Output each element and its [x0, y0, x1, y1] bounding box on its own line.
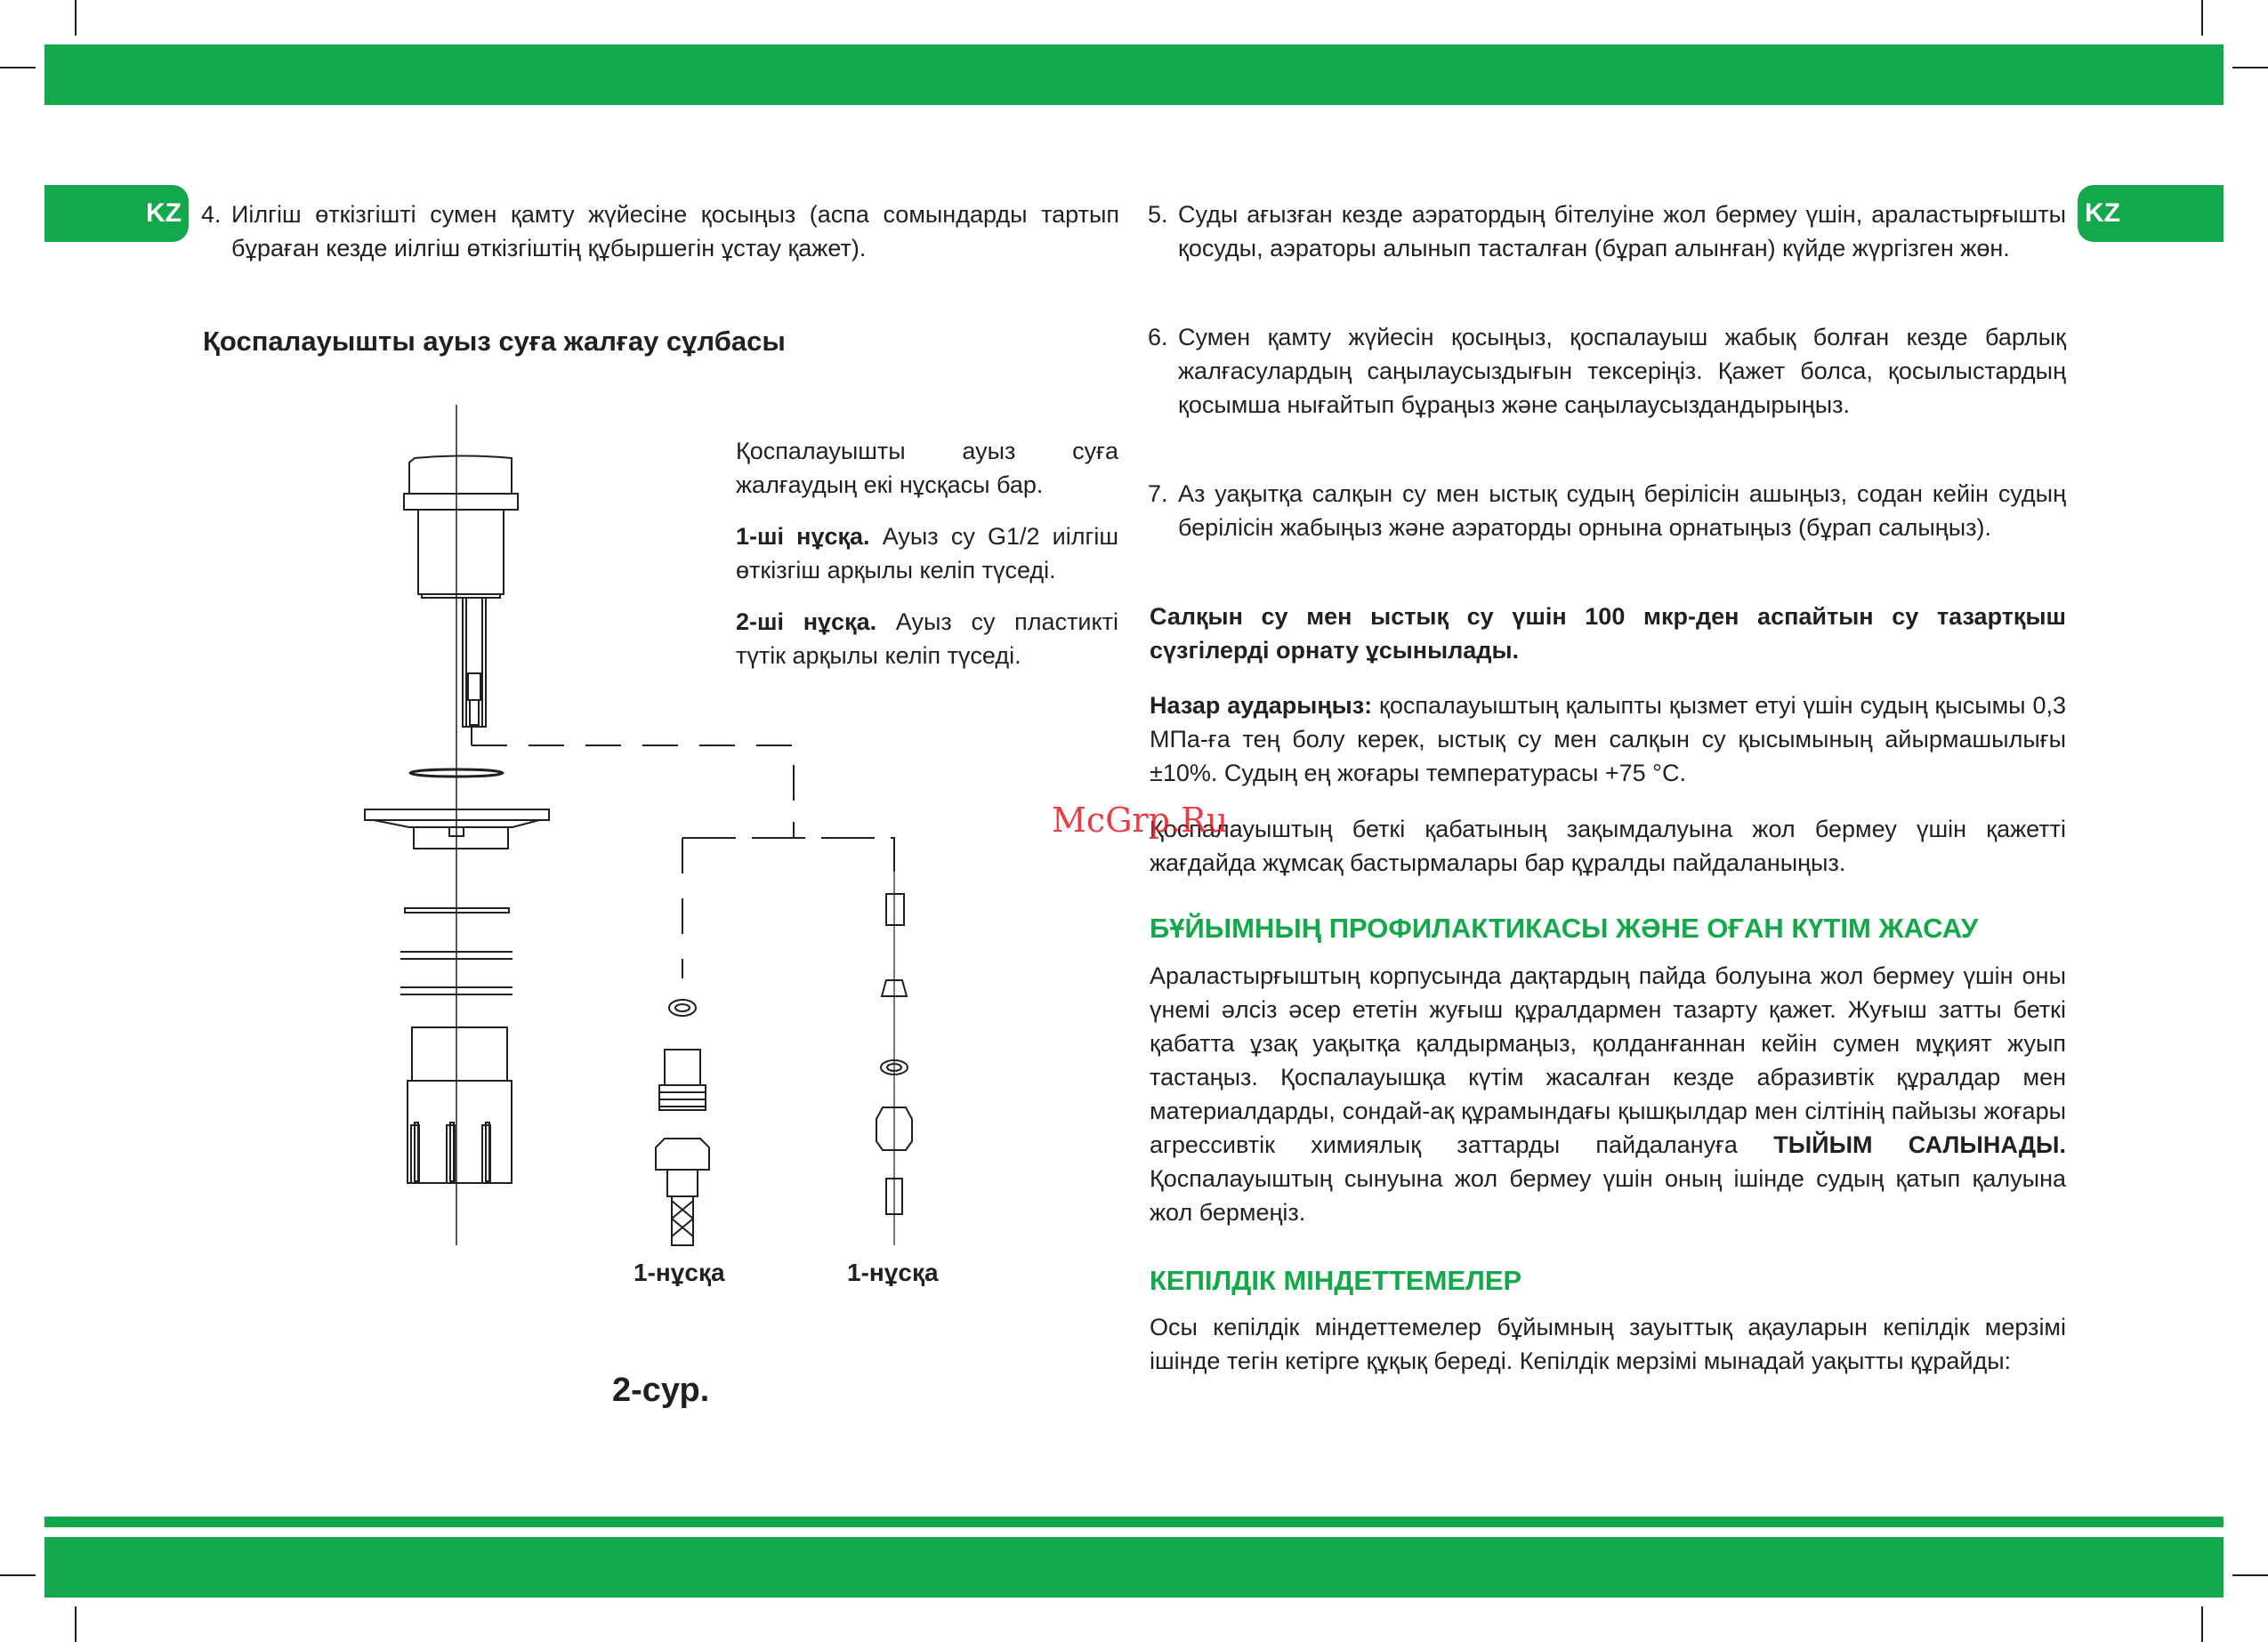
- connection-intro: Қоспалауышты ауыз суға жалғаудың екі нұсқасы бар.: [736, 438, 1118, 498]
- attention-label: Назар аударыңыз:: [1150, 692, 1373, 719]
- option-1-description: Ауыз су G1/2 иілгіш өткізгіш арқылы келіп түседі.: [736, 523, 1119, 584]
- step-number: 6.: [1148, 324, 1168, 350]
- crop-mark: [0, 1574, 36, 1576]
- crop-mark: [2232, 1574, 2268, 1576]
- variant-caption-2: 1-нұсқа: [847, 1259, 939, 1286]
- variant-caption-1: 1-нұсқа: [634, 1259, 725, 1286]
- step-6: [1148, 320, 2066, 422]
- care-text-part: Араластырғыштың корпусында дақтардың пайда болуына жол бермеу үшін оны үнемі әлсіз әсер ететін жуғыш құралдармен тазарту қажет. Жуғыш затты беткі қабатта ұзақ уақытқа қалдырмаңыз, қолданғаннан кейін сумен мұқият жуып тастаңыз. Қоспалауышқа күтім жасалған кезде абразивтік құралдар мен материалдарды, сондай-ақ құрамындағы қышқылдар мен сілтінің пайызы жоғары агрессивтік химиялық заттарды пайдалануға: [1150, 962, 2066, 1158]
- warranty-section-title: КЕПІЛДІК МІНДЕТТЕМЕЛЕР: [1150, 1265, 1522, 1296]
- crop-mark: [0, 67, 36, 68]
- attention-text: қоспалауыштың қалыпты қызмет етуі үшін судың қысымы 0,3 МПа-ға тең болу керек, ыстық су мен салқын су қысымының айырмашылығы ±10%. Судың ең жоғары температурасы +75 °С.: [1150, 692, 2066, 786]
- bottom-green-band: [44, 1537, 2224, 1598]
- language-badge-left: KZ: [44, 185, 189, 242]
- option-2-text: [736, 605, 1118, 672]
- step-number: 4.: [201, 201, 222, 228]
- crop-mark: [2232, 67, 2268, 68]
- crop-mark: [75, 1606, 77, 1642]
- crop-mark: [2201, 0, 2203, 36]
- care-text-part: Қоспалауыштың сынуына жол бермеу үшін оның ішінде судың қатып қалуына жол бермеңіз.: [1150, 1165, 2066, 1226]
- filter-recommendation: Салқын су мен ыстық су үшін 100 мкр-ден аспайтын су тазартқыш сүзгілерді орнату ұсынылады.: [1150, 603, 2066, 664]
- step-text: Аз уақытқа салқын су мен ыстық судың берілісін ашыңыз, содан кейін судың берілісін жабыңыз және аэраторды орнына орнатыңыз (бұрап салыңыз).: [1178, 480, 2066, 541]
- step-text: Суды ағызған кезде аэратордың бітелуіне жол бермеу үшін, араластырғышты қосуды, аэраторы алынып тасталған (бұрап алынған) күйде жүргізген жөн.: [1178, 201, 2066, 262]
- attention-note: [1150, 688, 2066, 790]
- care-prohibited: ТЫЙЫМ САЛЫНАДЫ.: [1773, 1131, 2066, 1158]
- figure-label: 2-сур.: [612, 1372, 710, 1409]
- step-4: [201, 197, 1119, 265]
- bottom-thin-band: [44, 1517, 2224, 1527]
- crop-mark: [75, 0, 77, 36]
- top-green-band: [44, 44, 2224, 105]
- step-5: [1148, 197, 2066, 265]
- step-7: [1148, 477, 2066, 544]
- option-1-text: [736, 519, 1118, 587]
- section-title: Қоспалауышты ауыз суға жалғау сұлбасы: [203, 326, 786, 357]
- warranty-text: Осы кепілдік міндеттемелер бұйымның зауыттық ақауларын кепілдік мерзімі ішінде тегін кетірге құқық береді. Кепілдік мерзімі мынадай уақытты құрайды:: [1150, 1314, 2066, 1374]
- option-2-label: 2-ші нұсқа.: [736, 608, 877, 635]
- watermark: McGrp.Ru: [1052, 801, 1229, 840]
- care-section-title: БҰЙЫМНЫҢ ПРОФИЛАКТИКАСЫ ЖӘНЕ ОҒАН КҮТІМ ЖАСАУ: [1150, 913, 1979, 944]
- option-2-description: Ауыз су пластикті түтік арқылы келіп түседі.: [736, 608, 1118, 669]
- step-number: 5.: [1148, 201, 1168, 228]
- care-text: [1150, 959, 2066, 1229]
- step-number: 7.: [1148, 480, 1168, 507]
- step-text: Иілгіш өткізгішті сумен қамту жүйесіне қосыңыз (аспа сомындарды тартып бұраған кезде иілгіш өткізгіштің құбыршегін ұстау қажет).: [231, 201, 1119, 262]
- language-badge-right: KZ: [2078, 185, 2224, 242]
- option-1-label: 1-ші нұсқа.: [736, 523, 870, 550]
- tool-note: Қоспалауыштың беткі қабатының зақымдалуына жол бермеу үшін қажетті жағдайда жұмсақ бастырмалары бар құралды пайдаланыңыз.: [1150, 816, 2066, 876]
- step-text: Сумен қамту жүйесін қосыңыз, қоспалауыш жабық болған кезде барлық жалғасулардың саңылаусыздығын тексеріңіз. Қажет болса, қосылыстардың қосымша нығайтып бұраңыз және саңылаусыздандырыңыз.: [1178, 324, 2066, 418]
- crop-mark: [2201, 1606, 2203, 1642]
